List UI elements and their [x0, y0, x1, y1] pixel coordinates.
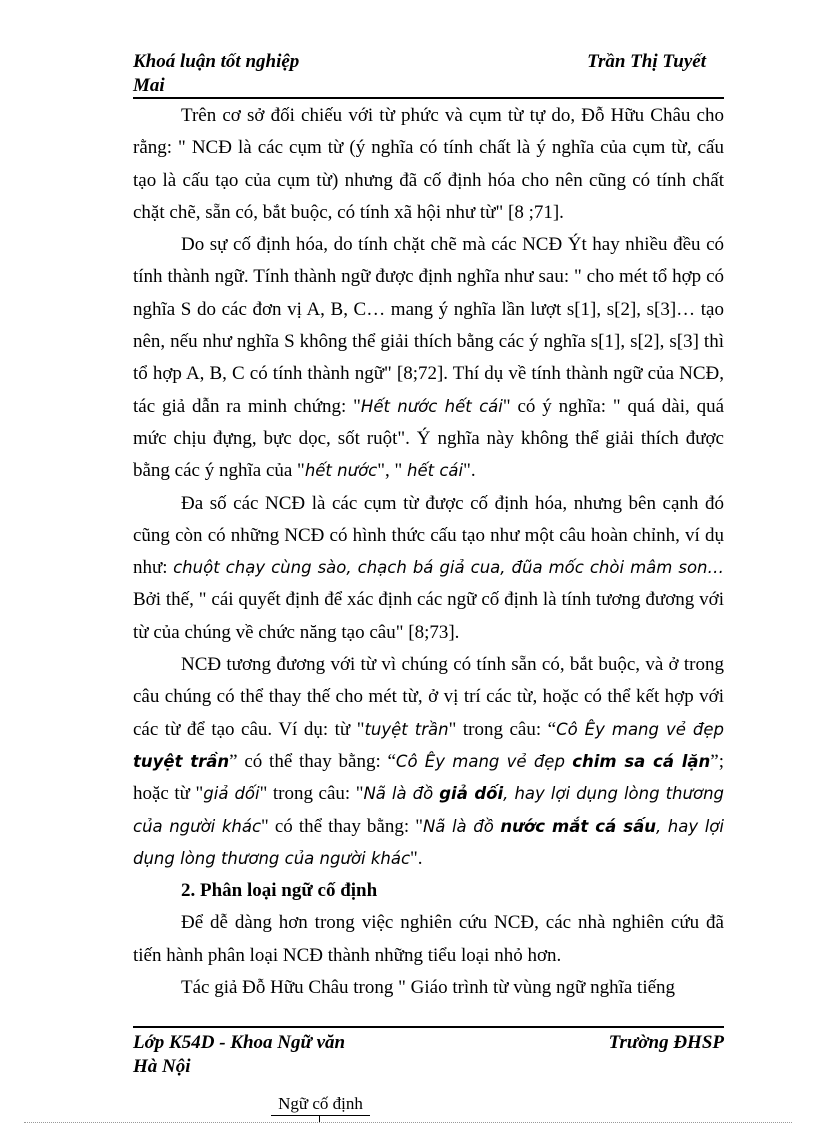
emphasis-run: Cô Êy mang vẻ đẹp [556, 719, 724, 739]
emphasis-run: Hết nước hết cái [360, 396, 503, 416]
paragraph-4: NCĐ tương đương với từ vì chúng có tính sẵn có, bắt buộc, và ở trong câu chúng có thể thay thế cho mét từ, ở vị trí các từ, hoặc có thể kết hợp với các từ để tạo câu. Ví dụ: từ "tuyệt trần" trong câu: “Cô Êy mang vẻ đẹp tuyệt trần” có thể thay bằng: “Cô Êy mang vẻ đẹp chim sa cá lặn”; hoặc từ "giả dối" trong câu: "Nã là đồ giả dối, hay lợi dụng lòng thương của người khác" có thể thay bằng: "Nã là đồ nước mắt cá sấu, hay lợi dụng lòng thương của người khác". [133, 654, 725, 869]
emphasis-run: hết cái [407, 461, 464, 481]
emphasis-run: chim sa cá lặn [572, 751, 711, 771]
paragraph-2: Do sự cố định hóa, do tính chặt chẽ mà các NCĐ Ýt hay nhiều đều có tính thành ngữ. Tính thành ngữ được định nghĩa như sau: " cho mét tổ hợp có nghĩa S do các đơn vị A, B, C… mang ý nghĩa lần lượt s[1], s[2], s[3]… tạo nên, nếu như nghĩa S không thể giải thích bằng các ý nghĩa s[1], s[2], s[3] thì tổ hợp A, B, C có tính thành ngữ" [8;72]. Thí dụ về tính thành ngữ của NCĐ, tác giả dẫn ra minh chứng: "Hết nước hết cái" có ý nghĩa: " quá dài, quá mức chịu đựng, bực dọc, sốt ruột". Ý nghĩa này không thể giải thích được bằng các ý nghĩa của "hết nước", " hết cái". [133, 234, 725, 482]
emphasis-run: , hay lợi dụng lòng thương của người khác [133, 816, 724, 868]
header-rule [133, 97, 724, 99]
footer-left: Lớp K54D - Khoa Ngữ văn [133, 1032, 346, 1053]
emphasis-run: giả dối [203, 784, 260, 804]
emphasis-run: Nã là đồ [422, 816, 501, 836]
paragraph-1: Trên cơ sở đối chiếu với từ phức và cụm từ tự do, Đỗ Hữu Châu cho rằng: " NCĐ là các cụm từ (ý nghĩa có tính chất là ý nghĩa của cụm từ, cấu tạo là cấu tạo của cụm từ) nhưng đã cố định hóa cho nên cũng có tính chất chặt chẽ, sẵn có, bắt buộc, có tính xã hội như từ" [8 ;71]. [133, 105, 724, 223]
paragraph-3: Đa số các NCĐ là các cụm từ được cố định hóa, nhưng bên cạnh đó cũng còn có những NCĐ có hình thức cấu tạo như một câu hoàn chỉnh, ví dụ như: chuột chạy cùng sào, chạch bá giả cua, đũa mốc chòi mâm son… Bởi thế, " cái quyết định để xác định các ngữ cố định là tính tương đương với từ của chúng về chức năng tạo câu" [8;73]. [133, 492, 725, 643]
footer-rule [133, 1026, 724, 1028]
page-header [133, 50, 724, 98]
paragraph-5: Để dễ dàng hơn trong việc nghiên cứu NCĐ, các nhà nghiên cứu đã tiến hành phân loại NCĐ thành những tiểu loại nhỏ hơn. [133, 912, 724, 966]
emphasis-run: tuyệt trần [364, 719, 449, 739]
emphasis-run: hết nước [304, 461, 378, 481]
page-footer [133, 1031, 724, 1079]
emphasis-run: , hay lợi dụng lòng thương của người khác [133, 784, 725, 836]
emphasis-run: Cô Êy mang vẻ đẹp [395, 751, 573, 771]
diagram-node-label: Ngữ cố định [271, 1094, 370, 1116]
header-wrap: Mai [133, 75, 165, 96]
document-body [133, 100, 724, 1004]
emphasis-run: Nã là đồ [363, 784, 440, 804]
footer-right: Trường ĐHSP [608, 1032, 724, 1053]
emphasis-run: nước mắt cá sấu [500, 816, 656, 836]
section-heading: 2. Phân loại ngữ cố định [181, 880, 378, 902]
emphasis-run: tuyệt trần [133, 751, 230, 771]
paragraph-6: Tác giả Đỗ Hữu Châu trong " Giáo trình từ vùng ngữ nghĩa tiếng [181, 977, 676, 999]
footer-wrap: Hà Nội [133, 1056, 191, 1077]
emphasis-run: giả dối [439, 784, 504, 804]
header-right: Trần Thị Tuyết [587, 51, 706, 72]
header-left: Khoá luận tốt nghiệp [133, 51, 300, 72]
emphasis-run: chuột chạy cùng sào, chạch bá giả cua, đũa mốc chòi mâm son… [173, 558, 725, 578]
